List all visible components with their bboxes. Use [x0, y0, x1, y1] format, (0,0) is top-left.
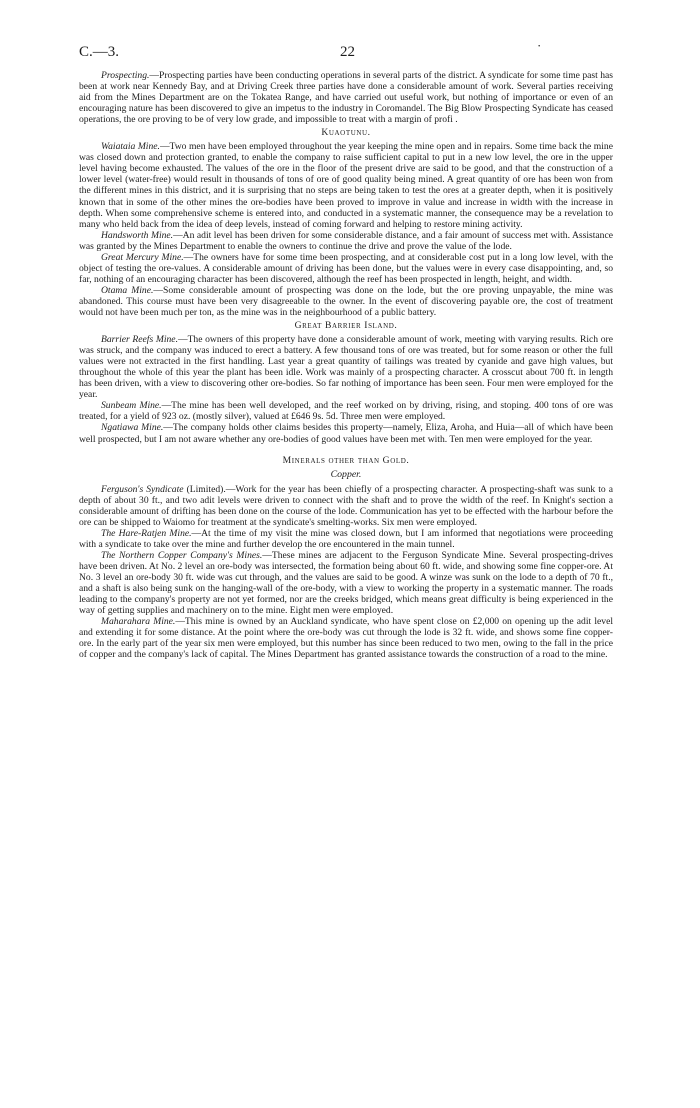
paragraph-barrier-reefs [79, 334, 613, 400]
section-heading-great-barrier: Great Barrier Island. [294, 320, 398, 332]
subsection-heading-copper: Copper. [330, 468, 362, 480]
paragraph-text: —Two men have been employed throughout the year keeping the mine open and in repairs. Some time back the mine was closed down and protection granted, to enable the company to raise sufficient capital to put in a new low level, the ore in the upper level having become exhausted. The values of the ore in the floor of the present drive are said to be good, and that the construction of a lower level (water-free) would result in thousands of tons of ore of good quality being mined. A great quantity of ore has been won from the different mines in this district, and it is surprising that no steps are being taken to test the ores at a greater depth, when it is positively known that in some of the other mines the ore-bodies have been proved to improve in value and increase in width with the increase in depth. When some comprehensive scheme is entered into, and conducted in a systematic manner, the consequence may be a revelation to many who held back from the idea of deep levels, instead of coming forward and helping to restore mining activity. [79, 141, 613, 230]
paragraph-title: Ferguson's Syndicate [101, 483, 184, 495]
paragraph-great-mercury [79, 252, 613, 285]
paragraph-title: Great Mercury Mine. [101, 251, 184, 263]
paragraph-text: —These mines are adjacent to the Ferguson Syndicate Mine. Several prospecting-drives have been driven. At No. 2 level an ore-body was intersected, the formation being about 60 ft. wide, and showing some fine copper-ore. At No. 3 level an ore-body 30 ft. wide was cut through, and the values are said to be good. A winze was sunk on the lode to a depth of 70 ft., and a shaft is also being sunk on the hanging-wall of the ore-body, with a view to working the property in a systematic manner. The roads leading to the company's property are not yet formed, nor are the creeks bridged, which means great difficulty is being experienced in the way of getting supplies and machinery on to the mine. Eight men were employed. [79, 549, 613, 617]
paragraph-otama [79, 285, 613, 318]
paragraph-title: Maharahara Mine. [101, 616, 176, 628]
paragraph-title: Handsworth Mine. [101, 229, 174, 241]
paragraph-title: Barrier Reefs Mine. [101, 334, 178, 346]
paragraph-ferguson [79, 484, 613, 528]
paragraph-hare-ratjen [79, 528, 613, 550]
paragraph-text: —The owners have for some time been prospecting, and at considerable cost put in a long low level, with the object of testing the ore-values. A considerable amount of driving has been done, but the values were in every case disappointing, and, so far, nothing of an encouraging character has been discovered, although the reef has been prospected in length, height, and width. [79, 251, 613, 285]
paragraph-text: —The mine has been well developed, and the reef worked on by driving, rising, and stoping. 400 tons of ore was treated, for a yield of 923 oz. (mostly silver), valued at £646 9s. 5d. Three men were employed. [79, 400, 614, 423]
paragraph-northern-copper [79, 550, 613, 616]
paragraph-sunbeam [79, 400, 613, 422]
paragraph-text: —An adit level has been driven for some considerable distance, and a fair amount of success met with. Assistance was granted by the Mines Department to enable the owners to continue the drive and prove the value of the lode. [79, 229, 613, 252]
report-body [79, 70, 613, 660]
paragraph-title: Otama Mine. [101, 284, 154, 296]
paragraph-title: The Hare-Ratjen Mine. [101, 527, 192, 539]
paragraph-text: —The company holds other claims besides this property—namely, Eliza, Aroha, and Huia—all of which have been well prospected, but I am not aware whether any ore-bodies of good values have been met with. Ten men were employed for the year. [79, 422, 613, 445]
paragraph-title: Ngatiawa Mine. [101, 422, 164, 434]
report-code: C.—3. [79, 44, 120, 60]
paragraph-ngatiawa [79, 422, 613, 444]
paragraph-text: —The owners of this property have done a considerable amount of work, meeting with varying results. Rich ore was struck, and the company was induced to erect a battery. A few thousand tons of ore was treated, but for some reason or other the full values were not extracted in the first handling. Last year a great quantity of tailings was treated by cyanide and gave high values, but throughout the whole of this year the plant has been idle. Work was mainly of a prospecting character. A crosscut about 700 ft. in length has been driven, with a view to discovering other ore-bodies. So far nothing of importance has been seen. Four men were employed for the year. [79, 334, 613, 401]
paragraph-text: —Prospecting parties have been conducting operations in several parts of the district. A syndicate for some time past has been at work near Kennedy Bay, and at Driving Creek three parties have done a considerable amount of work. Several parties receiving aid from the Mines Department are on the Tokatea Range, and have carried out useful work, but nothing of importance or even of an encouraging nature has been discovered to give an impetus to the industry in Coromandel. The Big Blow Prospecting Syndicate has ceased operations, the ore proving to be of very low grade, and impossible to treat with a margin of profi . [79, 70, 614, 126]
paragraph-title: Prospecting. [101, 70, 150, 81]
paragraph-waiataia [79, 141, 613, 229]
paragraph-text: —At the time of my visit the mine was closed down, but I am informed that negotiations were proceeding with a syndicate to take over the mine and further develop the ore encountered in the main tunnel. [79, 527, 613, 550]
paragraph-text: —Some considerable amount of prospecting was done on the lode, but the ore proving unpayable, the mine was abandoned. This course must have been very disagreeable to the owner. In the event of discovering payable ore, the cost of treatment would not have been much per ton, as the mine was in the neighbourhood of a public battery. [79, 284, 614, 318]
section-heading-kuaotunu: Kuaotunu. [321, 127, 371, 139]
section-heading-minerals: Minerals other than Gold. [282, 454, 410, 466]
paragraph-text: —This mine is owned by an Auckland syndicate, who have spent close on £2,000 on opening up the adit level and extending it for some distance. At the point where the ore-body was cut through the lode is 32 ft. wide, and shows some fine copper-ore. In the early part of the year six men were employed, but this number has since been reduced to two men, owing to the fall in the price of copper and the company's lack of capital. The Mines Department has granted assistance towards the construction of a road to the mine. [79, 616, 613, 661]
paragraph-maharahara [79, 616, 613, 660]
paragraph-title: Sunbeam Mine. [101, 400, 162, 412]
paragraph-text: .—Work for the year has been chiefly of a prospecting character. A prospecting-shaft was sunk to a depth of about 30 ft., and two adit levels were driven to connect with the shaft and to prove the width of the reef. In Knight's section a considerable amount of drifting has been done on the course of the lode. Communication has yet to be effected with the harbour before the ore can be shipped to Waiomo for treatment at the syndicate's smelting-works. Six men were employed. [79, 483, 613, 528]
paragraph-title: The Northern Copper Company's Mines. [101, 549, 263, 561]
paragraph-prospecting [79, 70, 613, 125]
paragraph-handsworth [79, 230, 613, 252]
paragraph-title: Waiataia Mine. [101, 141, 160, 153]
page-number: 22 [340, 44, 355, 60]
margin-mark: · [537, 38, 542, 53]
paragraph-title-suffix: (Limited) [186, 483, 224, 495]
